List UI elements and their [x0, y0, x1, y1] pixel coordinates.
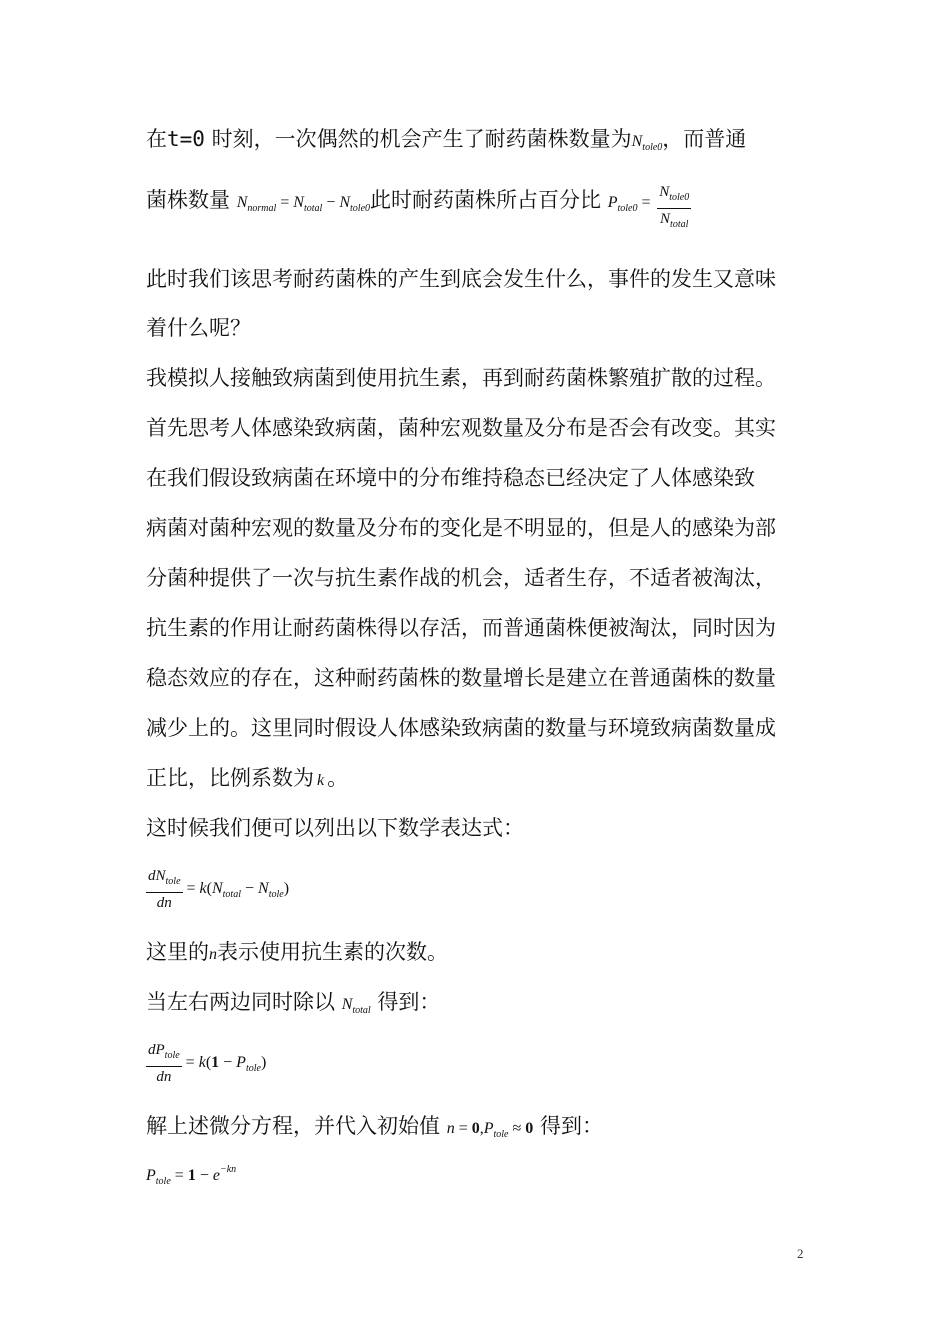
math-k: k [317, 772, 325, 789]
equation-dp-tole: $\frac{dP_{tole}}{dn}$ = $k(1 - P_{tole})$ [148, 1042, 267, 1085]
page-number: 2 [797, 1246, 804, 1261]
text-t0: t=0 [167, 127, 205, 151]
paragraph-line-16: 当左右两边同时除以 $N_{total}$ 得到： [146, 990, 441, 1016]
math-n-total: $N_{total}$ [341, 996, 371, 1016]
fraction-dp-tole-dn: $\frac{dP_{tole}}{dn}$ [148, 1042, 180, 1085]
paragraph-line-9: 分菌种提供了一次与抗生素作战的机会，适者生存，不适者被淘汰， [146, 566, 776, 590]
paragraph-line-13: 正比，比例系数为 k 。 [146, 766, 349, 790]
paragraph-line-10: 抗生素的作用让耐药菌株得以存活，而普通菌株便被淘汰，同时因为 [146, 616, 776, 640]
text: ，而普通 [662, 127, 747, 151]
fraction-p-tole0: $\frac{N_{tole0}}{N_{total}}$ [659, 184, 690, 230]
math-initial-values: $n = 0,P_{tole} \approx 0$ [446, 1120, 534, 1140]
paragraph-line-6: 首先思考人体感染致病菌，菌种宏观数量及分布是否会有改变。其实 [146, 416, 776, 440]
text: 菌株数量 [146, 188, 230, 212]
paragraph-line-14: 这时候我们便可以列出以下数学表达式： [146, 816, 524, 840]
paragraph-line-15: 这里的n表示使用抗生素的次数。 [146, 940, 448, 964]
math-n-normal-formula: $N_{normal} = N_{total} - N_{tole0}$ [236, 194, 371, 214]
paragraph-line-2 [146, 182, 691, 235]
text: 时刻，一次偶然的机会产生了耐药菌株数量为 [204, 127, 632, 151]
paragraph-line-3: 此时我们该思考耐药菌株的产生到底会发生什么，事件的发生又意味 [146, 267, 776, 291]
paragraph-line-17: 解上述微分方程，并代入初始值 $n = 0,P_{tole} \approx 0$ 得到： [146, 1114, 603, 1140]
math-n-tole0: $N_{tole0}$ [631, 133, 663, 153]
text: 在 [146, 127, 167, 151]
paragraph-line-7: 在我们假设致病菌在环境中的分布维持稳态已经决定了人体感染致 [146, 466, 755, 490]
paragraph-line-5: 我模拟人接触致病菌到使用抗生素，再到耐药菌株繁殖扩散的过程。 [146, 366, 776, 390]
paragraph-line-1 [146, 124, 746, 163]
equation-dn-tole: $\frac{dN_{tole}}{dn}$ = $k(N_{total} - N_{tole})$ [148, 868, 290, 911]
math-n: n [209, 946, 217, 963]
text: 此时耐药菌株所占百分比 [370, 188, 602, 212]
paragraph-line-8: 病菌对菌种宏观的数量及分布的变化是不明显的，但是人的感染为部 [146, 516, 776, 540]
fraction-dn-tole-dn: $\frac{dN_{tole}}{dn}$ [148, 868, 181, 911]
math-p-tole0: $P_{tole0}$ = [607, 194, 651, 214]
paragraph-line-12: 减少上的。这里同时假设人体感染致病菌的数量与环境致病菌数量成 [146, 716, 776, 740]
paragraph-line-11: 稳态效应的存在，这种耐药菌株的数量增长是建立在普通菌株的数量 [146, 666, 776, 690]
equation-solution: $P_{tole} = 1 - e^{-kn}$ [146, 1164, 237, 1187]
paragraph-line-4: 着什么呢？ [146, 316, 251, 340]
